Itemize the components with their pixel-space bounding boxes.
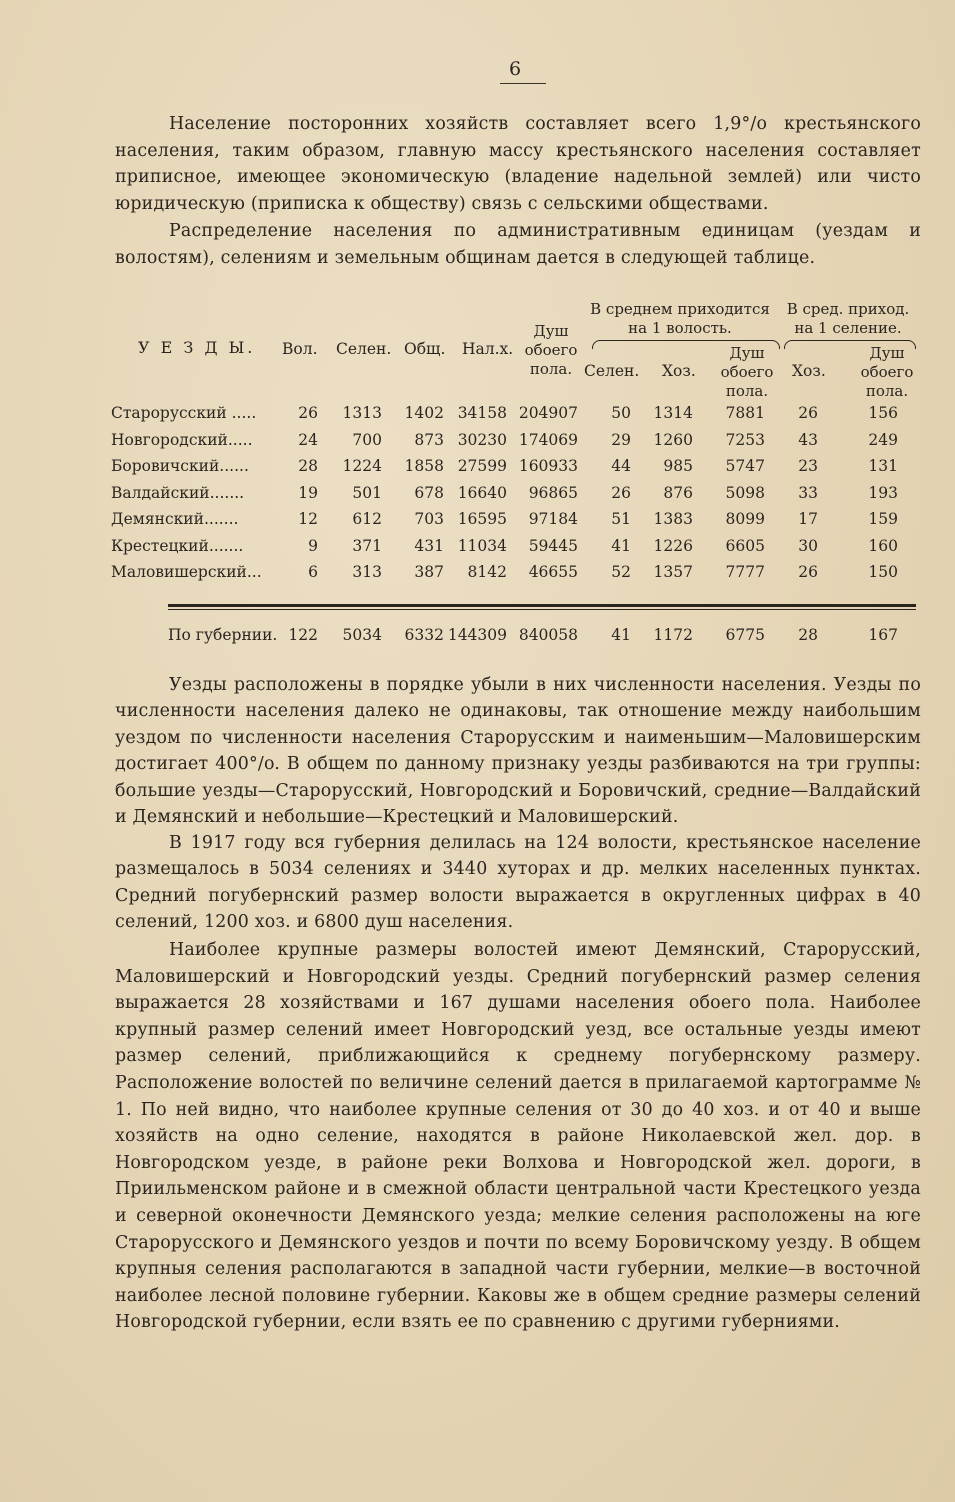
cell-vol: 24 — [298, 430, 318, 449]
cell-dush: 46655 — [528, 563, 578, 581]
cell-s-dush: 249 — [868, 430, 898, 449]
cell-name: Новгородский..... — [111, 430, 253, 449]
cell-name: По губернии. — [168, 626, 278, 644]
cell-v-selen: 51 — [611, 510, 631, 528]
header-g2-dush-line1: Душ — [869, 344, 905, 362]
cell-v-dush: 6605 — [725, 536, 765, 555]
header-g2-dush-line2: обоего — [860, 363, 914, 381]
cell-obshch: 1402 — [404, 404, 444, 422]
header-group-volost-line1: В среднем приходится — [590, 300, 770, 318]
cell-selen: 501 — [352, 483, 382, 502]
cell-v-dush: 8099 — [725, 510, 765, 528]
cell-nalkh: 144309 — [447, 626, 507, 644]
cell-nalkh: 27599 — [457, 457, 507, 475]
cell-v-selen: 29 — [611, 430, 631, 449]
cell-v-selen: 26 — [611, 483, 631, 502]
cell-s-dush: 193 — [868, 483, 898, 502]
header-group-volost — [582, 300, 778, 338]
header-group-selenie-line1: В сред. приход. — [786, 300, 910, 318]
cell-s-khoz: 26 — [798, 563, 818, 581]
cell-v-khoz: 985 — [663, 457, 693, 475]
cell-selen: 1224 — [342, 457, 382, 475]
cell-obshch: 1858 — [404, 457, 444, 475]
cell-name: Валдайский....... — [111, 483, 245, 502]
header-dush-line3: пола. — [529, 360, 573, 378]
cell-name: Старорусский ..... — [111, 404, 257, 422]
header-g1-khoz: Хоз. — [662, 362, 696, 380]
header-g1-dush — [716, 344, 778, 401]
cell-dush: 160933 — [518, 457, 578, 475]
cell-v-khoz: 1226 — [653, 536, 693, 555]
cell-name: Боровичский...... — [111, 457, 249, 475]
paragraph-4: В 1917 году вся губерния делилась на 124 волости, крестьянское население размещалось в 5034 селениях и 3440 хуторах и др. мелких населенных пунктах. Средний погубернский размер волости выражается в округленных цифрах в 40 селений, 1200 хоз. и 6800 душ населения. — [115, 833, 921, 933]
cell-s-dush: 159 — [868, 510, 898, 528]
cell-vol: 122 — [288, 626, 318, 644]
cell-dush: 96865 — [528, 483, 578, 502]
cell-s-dush: 150 — [868, 563, 898, 581]
cell-obshch: 431 — [414, 536, 444, 555]
page-number: 6 — [508, 58, 522, 80]
cell-obshch: 703 — [414, 510, 444, 528]
cell-vol: 26 — [298, 404, 318, 422]
cell-nalkh: 16640 — [457, 483, 507, 502]
cell-s-khoz: 17 — [798, 510, 818, 528]
header-g2-dush — [856, 344, 918, 401]
header-g2-khoz: Хоз. — [792, 362, 826, 380]
cell-nalkh: 16595 — [457, 510, 507, 528]
header-dush-line2: обоего — [524, 341, 578, 359]
cell-dush: 174069 — [518, 430, 578, 449]
cell-vol: 6 — [308, 563, 318, 581]
header-dush-line1: Душ — [533, 322, 569, 340]
cell-nalkh: 30230 — [457, 430, 507, 449]
cell-nalkh: 11034 — [457, 536, 507, 555]
cell-v-selen: 50 — [611, 404, 631, 422]
cell-v-khoz: 876 — [663, 483, 693, 502]
header-nalkh: Нал.х. — [462, 340, 514, 358]
cell-v-dush: 6775 — [725, 626, 765, 644]
cell-v-selen: 44 — [611, 457, 631, 475]
cell-obshch: 873 — [414, 430, 444, 449]
paragraph-5: Наиболее крупные размеры волостей имеют Демянский, Старорусский, Маловишерский и Новгородский уезды. Средний погубернский размер селения выражается 28 хозяйствами и 167 душами населения обоего пола. Наиболее крупный размер селений имеет Новгородский уезд, все остальные уезды имеют размер селений, приближающийся к среднему погубернскому размеру. Расположение волостей по величине селений дается в прилагаемой картограмме № 1. По ней видно, что наиболее крупные селения от 30 до 40 хоз. и от 40 и выше хозяйств на одно селение, находятся в районе Николаевской жел. дор. в Новгородском уезде, в районе реки Волхова и Новгородской жел. дороги, в Приильменском районе и в смежной области центральной части Крестецкого уезда и северной оконечности Демянского уезда; мелкие селения расположены на юге Старорусского и Демянского уездов и почти по всему Боровичскому уезду. В общем крупныя селения располагаются в западной части губернии, мелкие—в восточной наиболее лесной половине губернии. Каковы же в общем средние размеры селений Новгородской губернии, если взять ее по сравнению с другими губерниями. — [115, 940, 921, 1333]
cell-dush: 204907 — [518, 404, 578, 422]
cell-v-dush: 7881 — [725, 404, 765, 422]
cell-obshch: 387 — [414, 563, 444, 581]
cell-dush: 59445 — [528, 536, 578, 555]
header-g1-dush-line1: Душ — [729, 344, 765, 362]
header-group-volost-line2: на 1 волость. — [628, 319, 732, 337]
header-g2-dush-line3: пола. — [865, 382, 909, 400]
cell-vol: 9 — [308, 536, 318, 555]
cell-name: Маловишерский... — [111, 563, 262, 581]
cell-v-khoz: 1357 — [653, 563, 693, 581]
cell-obshch: 6332 — [404, 626, 444, 644]
header-uezd: У Е З Д Ы. — [138, 338, 256, 357]
cell-v-dush: 5747 — [725, 457, 765, 475]
page-number-underline — [500, 83, 546, 84]
cell-vol: 12 — [298, 510, 318, 528]
cell-s-dush: 156 — [868, 404, 898, 422]
cell-dush: 97184 — [528, 510, 578, 528]
header-vol: Вол. — [282, 340, 318, 358]
cell-selen: 612 — [352, 510, 382, 528]
cell-s-khoz: 30 — [798, 536, 818, 555]
cell-selen: 313 — [352, 563, 382, 581]
cell-name: Крестецкий....... — [111, 536, 244, 555]
cell-v-khoz: 1260 — [653, 430, 693, 449]
cell-v-khoz: 1172 — [653, 626, 693, 644]
cell-v-dush: 7253 — [725, 430, 765, 449]
cell-s-dush: 131 — [868, 457, 898, 475]
cell-s-dush: 167 — [868, 626, 898, 644]
cell-s-khoz: 28 — [798, 626, 818, 644]
header-g1-dush-line3: пола. — [725, 382, 769, 400]
cell-s-khoz: 23 — [798, 457, 818, 475]
header-group-selenie-line2: на 1 селение. — [794, 319, 902, 337]
cell-s-khoz: 33 — [798, 483, 818, 502]
cell-nalkh: 34158 — [457, 404, 507, 422]
cell-nalkh: 8142 — [467, 563, 507, 581]
cell-v-khoz: 1314 — [653, 404, 693, 422]
cell-name: Демянский....... — [111, 510, 239, 528]
cell-s-khoz: 43 — [798, 430, 818, 449]
cell-selen: 371 — [352, 536, 382, 555]
cell-selen: 1313 — [342, 404, 382, 422]
cell-v-selen: 41 — [611, 536, 631, 555]
header-g1-dush-line2: обоего — [720, 363, 774, 381]
table-rule-thin — [168, 609, 916, 610]
cell-s-dush: 160 — [868, 536, 898, 555]
cell-vol: 19 — [298, 483, 318, 502]
cell-s-khoz: 26 — [798, 404, 818, 422]
header-dush — [520, 322, 582, 379]
cell-v-dush: 7777 — [725, 563, 765, 581]
header-selen: Селен. — [336, 340, 392, 358]
cell-v-selen: 52 — [611, 563, 631, 581]
paragraph-2: Распределение населения по административным единицам (уездам и волостям), селениям и земельным общинам дается в следующей таблице. — [115, 221, 921, 268]
cell-vol: 28 — [298, 457, 318, 475]
paragraph-1: Население посторонних хозяйств составляет всего 1,9°/o крестьянского населения, таким образом, главную массу крестьянского населения составляет приписное, имеющее экономическую (владение надельной землей) или чисто юридическую (приписка к обществу) связь с сельскими обществами. — [115, 114, 921, 214]
cell-v-selen: 41 — [611, 626, 631, 644]
cell-selen: 700 — [352, 430, 382, 449]
cell-obshch: 678 — [414, 483, 444, 502]
header-group-selenie — [778, 300, 918, 338]
header-g1-selen: Селен. — [584, 362, 640, 380]
paragraph-3: Уезды расположены в порядке убыли в них численности населения. Уезды по численности населения далеко не одинаковы, так отношение между наибольшим уездом по численности населения Старорусским и наименьшим—Маловишерским достигает 400°/o. В общем по данному признаку уезды разбиваются на три группы: большие уезды—Старорусский, Новгородский и Боровичский, средние—Валдайский и Демянский и небольшие—Крестецкий и Маловишерский. — [115, 675, 921, 828]
cell-v-dush: 5098 — [725, 483, 765, 502]
header-obshch: Общ. — [404, 340, 446, 358]
table-rule-thick — [168, 604, 916, 607]
cell-selen: 5034 — [342, 626, 382, 644]
cell-dush: 840058 — [518, 626, 578, 644]
cell-v-khoz: 1383 — [653, 510, 693, 528]
